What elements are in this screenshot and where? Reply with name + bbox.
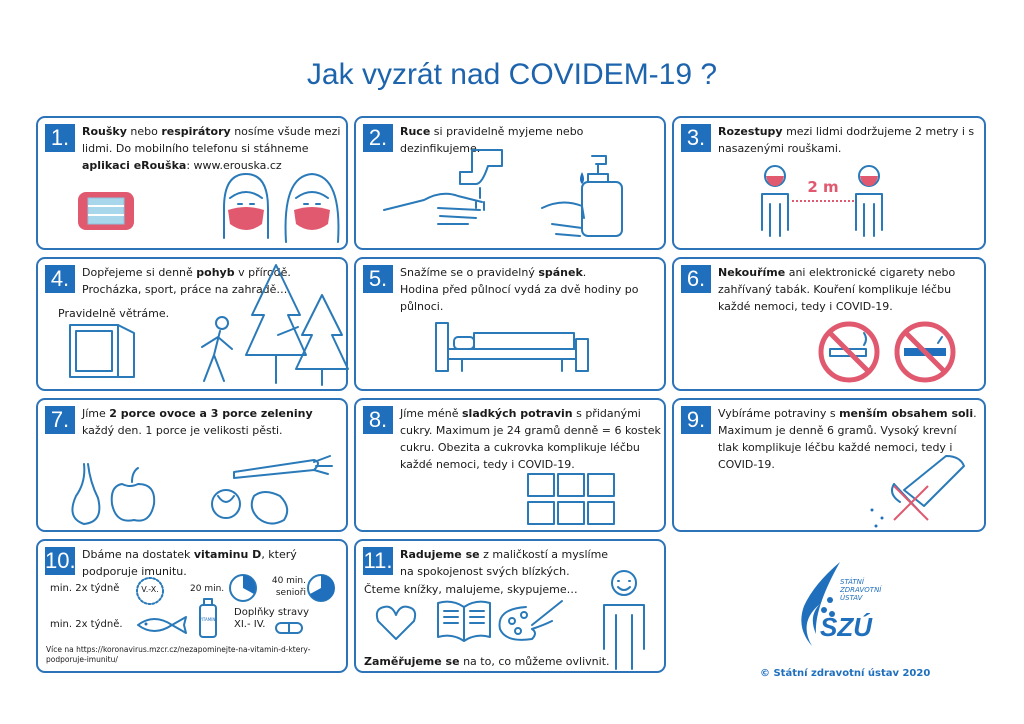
clock-20-icon (228, 573, 258, 603)
salt-shaker-icon (864, 450, 984, 530)
pear-apple-icon (66, 462, 166, 526)
heart-icon (374, 603, 418, 643)
card-text: Snažíme se o pravidelný spánek. Hodina před půlnocí vydá za dvě hodiny po půlnoci. (400, 266, 639, 313)
card-10-vitamin-d (36, 539, 348, 673)
palette-icon (496, 599, 566, 645)
card-number: 6. (681, 265, 711, 293)
card-text: Ruce si pravidelně myjeme nebo dezinfikujeme. (400, 125, 584, 155)
card-text: Dbáme na dostatek vitaminu D, který podporuje imunitu. (82, 548, 297, 578)
sugar-cubes-icon (526, 470, 618, 528)
card-1-masks (36, 116, 348, 250)
card-text: Rozestupy mezi lidmi dodržujeme 2 metry i s nasazenými rouškami. (718, 125, 975, 155)
card-8-sugar (354, 398, 666, 532)
no-cigarette-icon (816, 319, 882, 385)
card-5-sleep (354, 257, 666, 391)
vitamin-bottle-icon: VITAMIN (198, 599, 218, 639)
card-text: Dopřejeme si denně pohyb v přírodě. Procházka, sport, práce na zahradě… (82, 266, 291, 296)
book-icon (436, 599, 492, 645)
info-link[interactable]: Více na https://koronavirus.mzcr.cz/nezapominejte-na-vitamin-d-ktery-podporuje-imunitu/ (46, 645, 311, 664)
person-left-icon (760, 164, 790, 240)
walking-person-icon (198, 315, 238, 385)
page-title: Jak vyzrát nad COVIDEM-19 ? (306, 58, 718, 91)
card-number: 7. (45, 406, 75, 434)
card-4-movement (36, 257, 348, 391)
card-number: 11. (363, 548, 393, 573)
card-number: 10. (45, 548, 76, 573)
card-text: Roušky nebo respirátory nosíme všude mezi lidmi. Do mobilního telefonu si stáhneme aplikaci eRouška: www.erouska.cz (82, 125, 341, 172)
card-text: Jíme 2 porce ovoce a 3 porce zeleniny každý den. 1 porce je velikosti pěsti. (82, 407, 313, 437)
masked-man-icon (216, 168, 276, 244)
card-text: Nekouříme ani elektronické cigarety nebo zahřívaný tabák. Kouření komplikuje léčbu každé nemoci, tedy i COVID-19. (718, 266, 956, 313)
masked-woman-icon (282, 168, 342, 244)
supplements-label: Doplňky stravy XI.- IV. (234, 607, 310, 630)
no-ecigarette-icon (892, 319, 958, 385)
card-number: 3. (681, 124, 711, 152)
window-icon (68, 321, 140, 381)
logo-abbr: SZÚ (820, 612, 872, 642)
faucet-hand-icon (384, 144, 514, 234)
card-2-hands (354, 116, 666, 250)
distance-label: 2 m (792, 178, 854, 202)
card-11-wellbeing (354, 539, 666, 673)
card-number: 4. (45, 265, 75, 293)
card-number: 1. (45, 124, 75, 152)
card-6-no-smoking (672, 257, 986, 391)
card-text-line2: Čteme knížky, malujeme, skypujeme… (364, 583, 578, 596)
sanitizer-icon (542, 152, 632, 242)
bed-icon (432, 319, 592, 375)
card-text-footer: Zaměřujeme se na to, co můžeme ovlivnit. (364, 655, 610, 668)
trees-icon (238, 265, 348, 387)
card-number: 9. (681, 406, 711, 434)
min40-label: 40 min. senioři (271, 576, 306, 598)
ventilation-text: Pravidelně větráme. (58, 307, 170, 320)
card-text: Vybíráme potraviny s menším obsahem soli. Maximum je denně 6 gramů. Vysoký krevní tlak komplikuje léčbu každé nemoci, tedy i COVID-19. (718, 407, 977, 471)
szu-logo (786, 558, 906, 658)
copyright: © Státní zdravotní ústav 2020 (760, 668, 931, 679)
fish-icon (134, 613, 190, 637)
card-number: 2. (363, 124, 393, 152)
card-9-salt (672, 398, 986, 532)
min20-label: 20 min. (190, 584, 225, 594)
card-number: 5. (363, 265, 393, 293)
card-text: Jíme méně sladkých potravin s přidanými cukry. Maximum je 24 gramů denně = 6 kostek cukru. Obezita a cukrovka komplikuje léčbu každé nemoci, tedy i COVID-19. (400, 407, 661, 471)
card-7-fruit-vegetables (36, 398, 348, 532)
vegetables-icon (204, 452, 334, 528)
logo-text: STÁTNÍ ZDRAVOTNÍ ÚSTAV (840, 578, 882, 602)
fish-frequency: min. 2x týdně. (50, 619, 123, 630)
card-3-distance (672, 116, 986, 250)
clock-40-icon (306, 573, 336, 603)
mask-icon (78, 188, 134, 234)
sun-icon: V.-X. (130, 571, 170, 611)
sun-frequency: min. 2x týdně (50, 583, 120, 594)
card-number: 8. (363, 406, 393, 434)
capsule-icon (274, 621, 304, 635)
person-right-icon (854, 164, 884, 240)
card-text: Radujeme se z maličkostí a myslíme na spokojenost svých blízkých. (400, 548, 609, 578)
